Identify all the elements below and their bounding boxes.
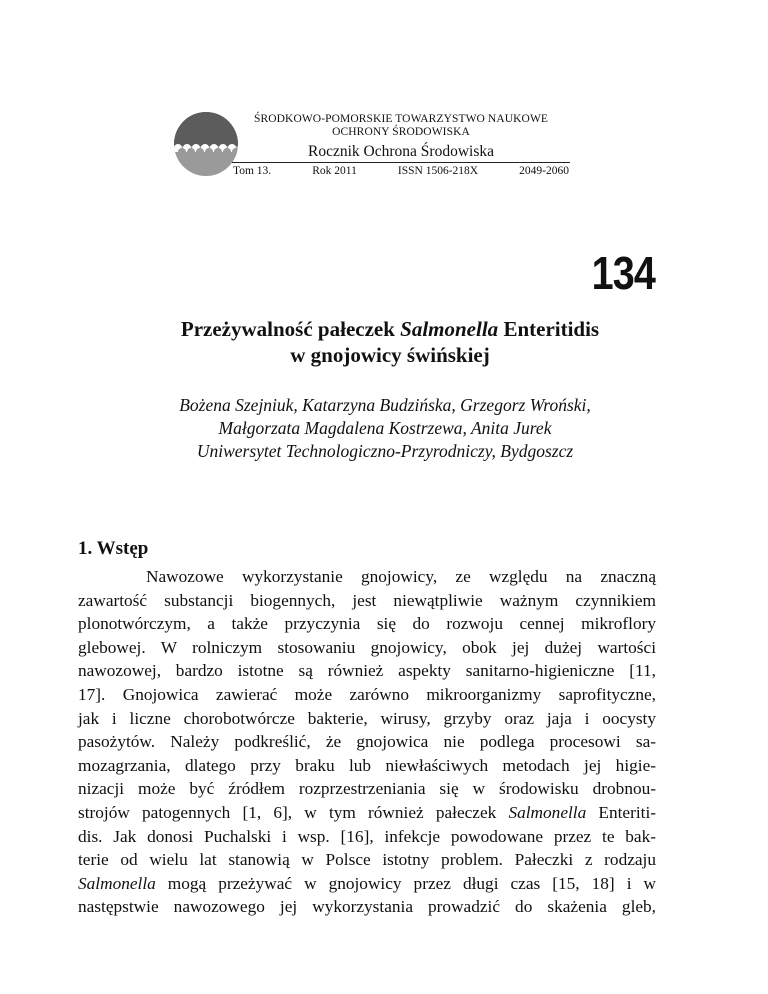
organization-name-line2: OCHRONY ŚRODOWISKA: [332, 126, 470, 138]
journal-header: [232, 113, 570, 177]
paragraph-line: Nawozowe wykorzystanie gnojowicy, ze względu na znaczną: [146, 567, 656, 586]
article-title: Przeżywalność pałeczek Salmonella Enteritidis w gnojowicy świńskiej: [180, 317, 600, 367]
paragraph-line: jak i liczne chorobotwórcze bakterie, wirusy, grzyby oraz jaja i oocysty: [78, 708, 656, 728]
authors-line-1: Bożena Szejniuk, Katarzyna Budzińska, Grzegorz Wroński,: [179, 395, 591, 415]
section-heading: 1. Wstęp: [78, 538, 149, 559]
organization-name: ŚRODKOWO-POMORSKIE TOWARZYSTWO NAUKOWE: [253, 113, 549, 125]
paragraph-line: terie od wielu lat stanowią w Polsce istotny problem. Pałeczki z rodzaju: [78, 850, 656, 870]
body-paragraph: [78, 565, 656, 919]
page-range: 2049-2060: [519, 165, 569, 177]
paragraph-line: Salmonella mogą przeżywać w gnojowicy przez długi czas [15, 18] i w: [78, 873, 656, 893]
year: Rok 2011: [312, 165, 357, 177]
publication-meta: [232, 165, 570, 177]
paragraph-line: pasożytów. Należy podkreślić, że gnojowica nie podlega procesowi sa-: [78, 732, 656, 752]
society-logo: [172, 110, 240, 178]
paragraph-line: dis. Jak donosi Puchalski i wsp. [16], infekcje powodowane przez te bak-: [78, 826, 656, 846]
affiliation: Uniwersytet Technologiczno-Przyrodniczy, Bydgoszcz: [196, 441, 574, 461]
paragraph-line: strojów patogennych [1, 6], w tym również pałeczek Salmonella Enteriti-: [78, 802, 656, 822]
issn: ISSN 1506-218X: [397, 165, 479, 177]
paragraph-line: glebowej. W rolniczym stosowaniu gnojowicy, obok jej dużej wartości: [78, 637, 656, 657]
paragraph-line: nawozowej, bardzo istotne są również aspekty sanitarno-higieniczne [11,: [78, 661, 656, 681]
paragraph-line: mozagrzania, dlatego przy braku lub niewłaściwych metodach jej higie-: [78, 755, 656, 775]
header-rule: [232, 162, 570, 163]
volume: Tom 13.: [233, 165, 272, 177]
paragraph-line: zawartość substancji biogennych, jest niewątpliwie ważnym czynnikiem: [78, 590, 656, 610]
author-list: [60, 394, 710, 463]
authors-line-2: Małgorzata Magdalena Kostrzewa, Anita Jurek: [218, 418, 552, 438]
journal-title: Rocznik Ochrona Środowiska: [308, 143, 494, 160]
paragraph-line: 17]. Gnojowica zawierać może zarówno mikroorganizmy saprofityczne,: [78, 684, 656, 704]
paragraph-line: plonotwórczym, a także przyczynia się do rozwoju cennej mikroflory: [78, 614, 656, 634]
article-number: 134: [591, 247, 655, 299]
title-genus: Salmonella: [400, 317, 499, 341]
paragraph-line: nizacji może być źródłem rozprzestrzeniania się w środowisku drobnou-: [78, 779, 656, 799]
paragraph-line: następstwie nawozowego jej wykorzystania prowadzić do skażenia gleb,: [78, 897, 656, 917]
